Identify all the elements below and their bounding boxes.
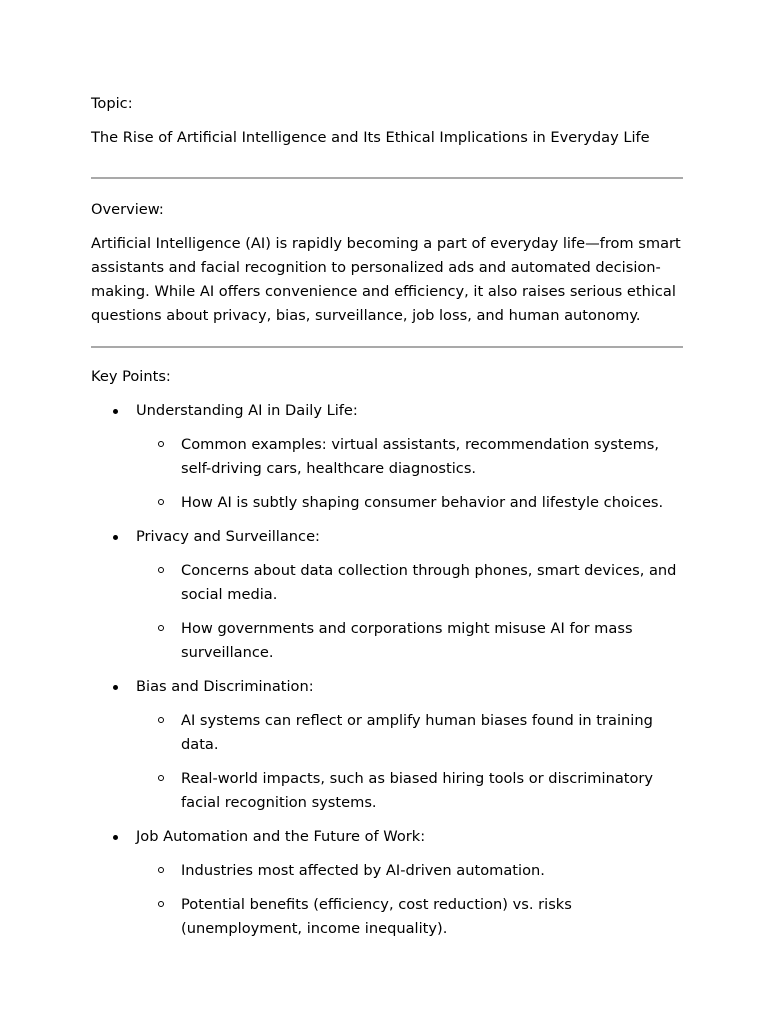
sub-point xyxy=(136,559,683,607)
sub-point-list xyxy=(136,559,683,665)
sub-point xyxy=(136,893,683,941)
sub-point-text: Concerns about data collection through phones, smart devices, and social media. xyxy=(181,562,677,603)
key-point xyxy=(91,825,683,941)
topic-label: Topic: xyxy=(91,95,133,112)
sub-point-text: AI systems can reflect or amplify human biases found in training data. xyxy=(181,712,653,753)
key-points-label: Key Points: xyxy=(91,368,171,385)
sub-point-text: How AI is subtly shaping consumer behavior and lifestyle choices. xyxy=(181,494,664,511)
hollow-bullet-icon xyxy=(158,717,164,723)
hollow-bullet-icon xyxy=(158,567,164,573)
overview-text: Artificial Intelligence (AI) is rapidly becoming a part of everyday life—from smart assistants and facial recognition to personalized ads and automated decision-making. While AI offers convenience and efficiency, it also raises serious ethical questions about privacy, bias, surveillance, job loss, and human autonomy. xyxy=(91,235,681,324)
sub-point-text: Industries most affected by AI-driven automation. xyxy=(181,862,545,879)
sub-point-text: Common examples: virtual assistants, recommendation systems, self-driving cars, healthcare diagnostics. xyxy=(181,436,660,477)
overview-label: Overview: xyxy=(91,201,164,218)
hollow-bullet-icon xyxy=(158,775,164,781)
topic-title: The Rise of Artificial Intelligence and Its Ethical Implications in Everyday Life xyxy=(91,129,650,146)
bullet-icon xyxy=(113,409,118,414)
sub-point xyxy=(136,767,683,815)
bullet-icon xyxy=(113,685,118,690)
sub-point xyxy=(136,433,683,481)
hollow-bullet-icon xyxy=(158,441,164,447)
key-point-heading: Job Automation and the Future of Work: xyxy=(136,828,426,845)
key-point-heading: Bias and Discrimination: xyxy=(136,678,314,695)
document-body xyxy=(91,92,683,941)
bullet-icon xyxy=(113,535,118,540)
sub-point-text: Real-world impacts, such as biased hiring tools or discriminatory facial recognition systems. xyxy=(181,770,654,811)
sub-point xyxy=(136,491,683,515)
sub-point-list xyxy=(136,859,683,941)
sub-point xyxy=(136,617,683,665)
sub-point-list xyxy=(136,433,683,515)
key-point xyxy=(91,399,683,515)
sub-point xyxy=(136,709,683,757)
hollow-bullet-icon xyxy=(158,901,164,907)
hollow-bullet-icon xyxy=(158,867,164,873)
key-point xyxy=(91,525,683,665)
key-point xyxy=(91,675,683,815)
sub-point-list xyxy=(136,709,683,815)
key-points-list xyxy=(91,399,683,941)
sub-point xyxy=(136,859,683,883)
sub-point-text: Potential benefits (efficiency, cost reduction) vs. risks (unemployment, income inequality). xyxy=(181,896,572,937)
key-point-heading: Understanding AI in Daily Life: xyxy=(136,402,358,419)
hollow-bullet-icon xyxy=(158,625,164,631)
bullet-icon xyxy=(113,835,118,840)
key-point-heading: Privacy and Surveillance: xyxy=(136,528,320,545)
sub-point-text: How governments and corporations might misuse AI for mass surveillance. xyxy=(181,620,633,661)
hollow-bullet-icon xyxy=(158,499,164,505)
